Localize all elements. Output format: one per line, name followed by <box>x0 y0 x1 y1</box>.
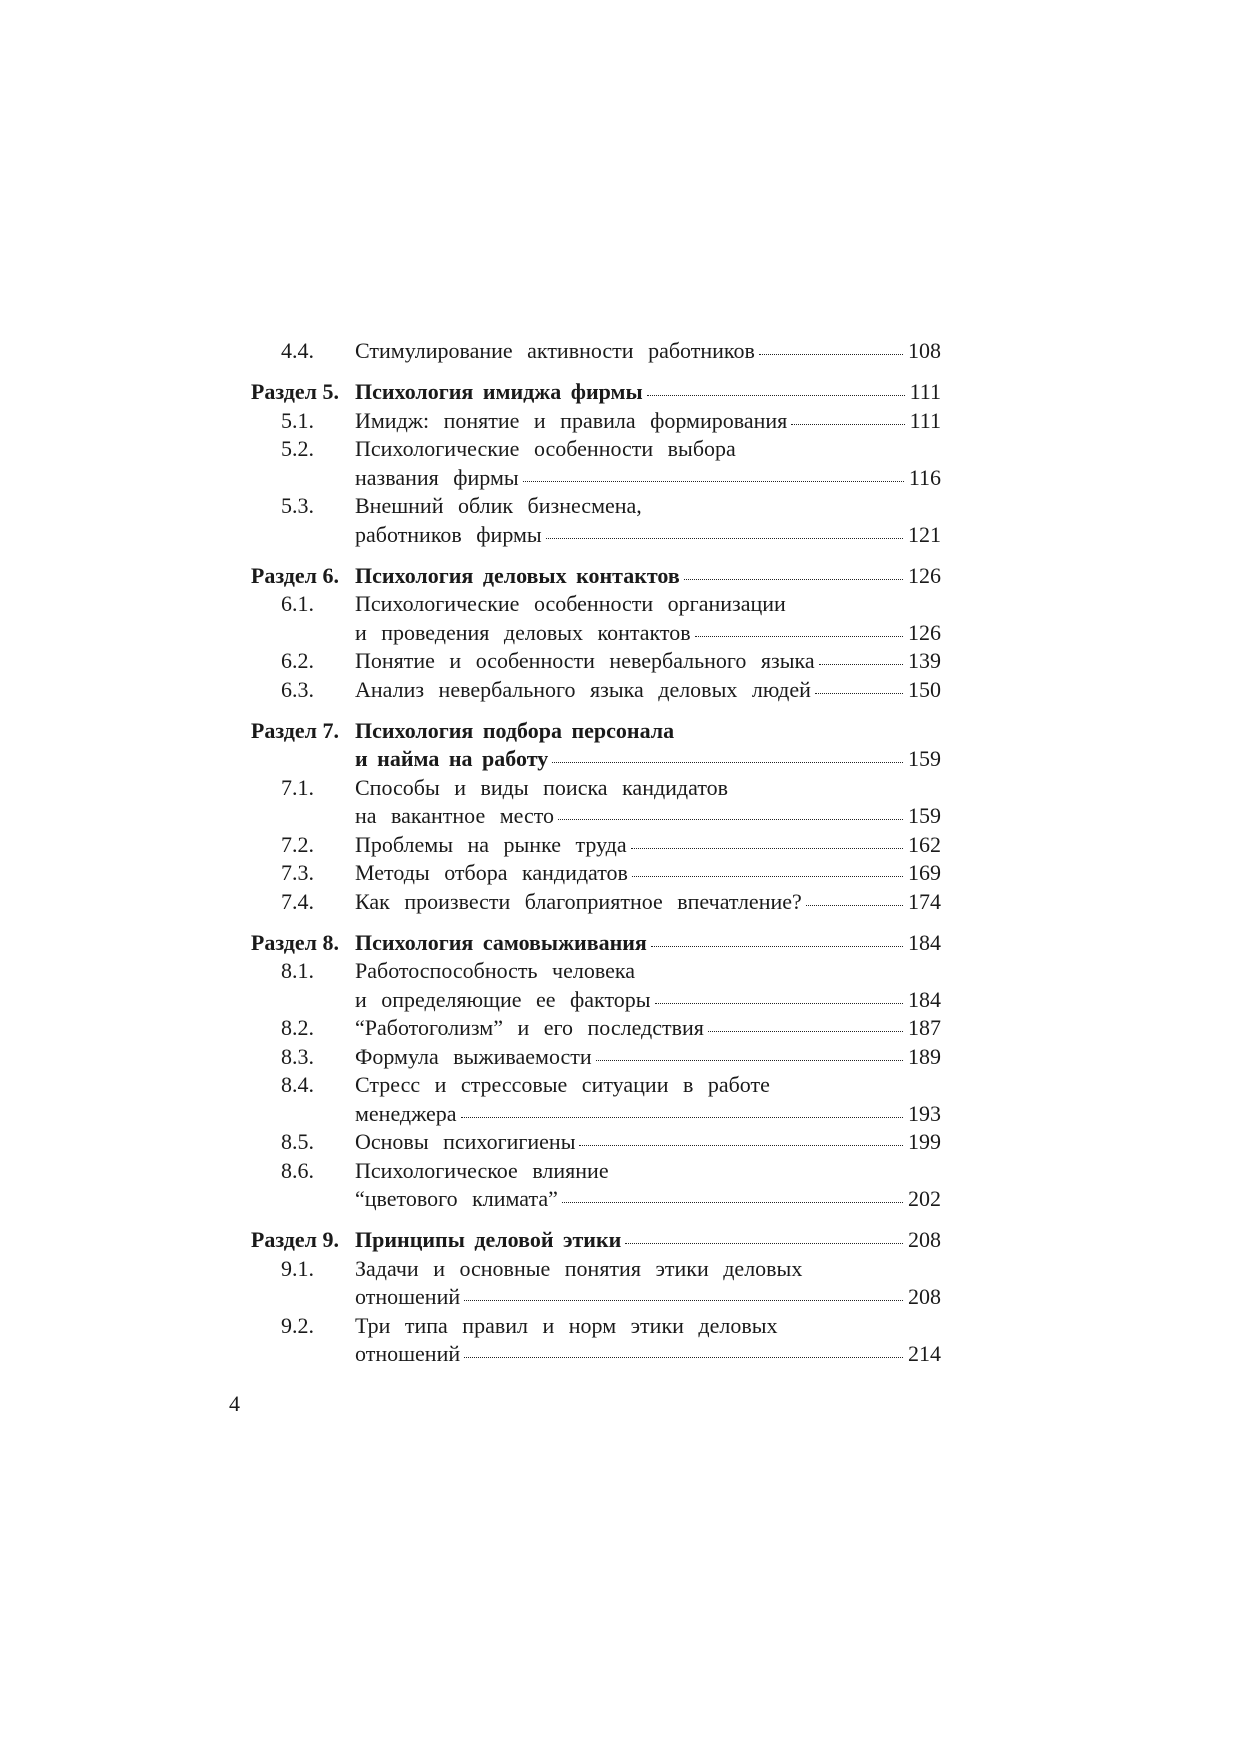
toc-line <box>229 464 941 493</box>
toc-entry-title: и определяющие ее факторы <box>355 986 651 1012</box>
toc-line <box>229 337 941 366</box>
toc-page-number: 208 <box>908 1227 941 1252</box>
toc-page-number: 159 <box>908 803 941 828</box>
toc-line <box>229 1340 941 1369</box>
toc-line <box>229 859 941 888</box>
toc-entry-title: Способы и виды поиска кандидатов <box>355 774 729 800</box>
dot-leader <box>631 848 903 849</box>
toc-entry-title: Психология подбора персонала <box>355 717 675 743</box>
toc-line-body <box>355 676 941 705</box>
toc-line-body <box>355 435 941 464</box>
toc-page-number: 162 <box>908 831 941 857</box>
toc-line-body <box>355 888 941 917</box>
toc-line-body <box>355 929 941 958</box>
toc-page-number: 193 <box>908 1100 941 1126</box>
dot-leader <box>708 1031 903 1032</box>
toc-line-body <box>355 1226 941 1255</box>
toc-subsection-entry <box>229 407 941 436</box>
subsection-number: 8.6. <box>281 1157 314 1183</box>
subsection-number: 6.2. <box>281 648 314 673</box>
toc-page-number: 116 <box>908 464 941 490</box>
toc-line-body <box>355 378 941 407</box>
toc-line-body <box>355 745 941 774</box>
toc-entry-title: Психология самовыживания <box>355 929 647 955</box>
toc-page-number: 121 <box>908 521 941 547</box>
toc-line <box>229 1100 941 1129</box>
toc-subsection-entry <box>229 492 941 549</box>
toc-line <box>229 929 941 958</box>
toc-subsection-entry <box>229 590 941 647</box>
toc-page-number: 199 <box>908 1129 941 1154</box>
dot-leader <box>558 819 903 820</box>
dot-leader <box>655 1003 903 1004</box>
toc-subsection-entry <box>229 1128 941 1157</box>
toc-line-body <box>355 492 941 521</box>
toc-line <box>229 1185 941 1214</box>
section-number: Раздел 8. <box>250 929 339 955</box>
toc-page-number: 187 <box>908 1015 941 1040</box>
subsection-number: 6.3. <box>281 676 314 702</box>
toc-line <box>229 774 941 803</box>
toc-entry-title: “Работоголизм” и его последствия <box>355 1015 704 1040</box>
section-spacer <box>229 549 941 562</box>
toc-line <box>229 647 941 676</box>
subsection-number: 7.2. <box>281 831 314 857</box>
toc-entry-title: работников фирмы <box>355 521 542 547</box>
toc-entry-title: Внешний облик бизнесмена, <box>355 493 642 518</box>
toc-section-entry <box>229 366 941 407</box>
subsection-number: 8.2. <box>281 1015 314 1040</box>
toc-section-entry <box>229 704 941 774</box>
dot-leader <box>819 664 903 665</box>
toc-section-entry <box>229 1214 941 1255</box>
toc-subsection-entry <box>229 1071 941 1128</box>
toc-line-body <box>355 986 941 1015</box>
page-number: 4 <box>229 1391 240 1416</box>
subsection-number: 9.2. <box>281 1312 314 1338</box>
toc-subsection-entry <box>229 831 941 860</box>
dot-leader <box>546 538 903 539</box>
toc-line <box>229 1071 941 1100</box>
toc-line-body <box>355 1071 941 1100</box>
toc-subsection-entry <box>229 859 941 888</box>
subsection-number: 7.4. <box>281 888 314 914</box>
subsection-number: 8.5. <box>281 1129 314 1154</box>
toc-line <box>229 521 941 550</box>
toc-page-number: 189 <box>908 1043 941 1069</box>
toc-line-body <box>355 619 941 648</box>
subsection-number: 8.4. <box>281 1072 314 1097</box>
section-number: Раздел 6. <box>250 562 339 588</box>
toc-subsection-entry <box>229 888 941 917</box>
toc-line-body <box>355 407 941 436</box>
subsection-number: 8.1. <box>281 958 314 983</box>
toc-line-body <box>355 1312 941 1341</box>
toc-line-body <box>355 1157 941 1186</box>
subsection-number: 6.1. <box>281 591 314 616</box>
toc-entry-title: отношений <box>355 1284 461 1309</box>
dot-leader <box>625 1243 903 1244</box>
toc-line <box>229 986 941 1015</box>
toc-line <box>229 619 941 648</box>
toc-page-number: 159 <box>908 746 941 771</box>
section-spacer <box>229 366 941 379</box>
toc-page-number: 214 <box>908 1341 941 1366</box>
toc-line <box>229 1128 941 1157</box>
toc-subsection-entry <box>229 647 941 676</box>
dot-leader <box>759 354 903 355</box>
toc-line-body <box>355 802 941 831</box>
toc-entry-title: и проведения деловых контактов <box>355 619 691 645</box>
toc-page-number: 126 <box>908 619 941 645</box>
toc-page-number: 139 <box>908 648 941 673</box>
toc-entry-title: отношений <box>355 1341 461 1366</box>
toc-page-number: 111 <box>909 407 941 433</box>
dot-leader <box>806 905 903 906</box>
subsection-number: 7.3. <box>281 860 314 885</box>
dot-leader <box>815 693 903 694</box>
toc-line-body <box>355 1255 941 1284</box>
toc-entry-title: Основы психогигиены <box>355 1129 576 1154</box>
toc-line <box>229 435 941 464</box>
toc-line <box>229 1226 941 1255</box>
toc-line-body <box>355 1043 941 1072</box>
toc-line <box>229 562 941 591</box>
toc-entry-title: Психология имиджа фирмы <box>355 379 643 404</box>
toc-line-body <box>355 859 941 888</box>
toc-line <box>229 1283 941 1312</box>
subsection-number: 4.4. <box>281 338 314 363</box>
toc-entry-title: Психологическое влияние <box>355 1157 609 1183</box>
toc-entry-title: Психологические особенности организации <box>355 591 786 616</box>
toc-line <box>229 407 941 436</box>
dot-leader <box>596 1060 903 1061</box>
toc-line <box>229 378 941 407</box>
toc-entry-title: Три типа правил и норм этики деловых <box>355 1312 778 1338</box>
toc-line <box>229 802 941 831</box>
dot-leader <box>647 395 905 396</box>
toc-entry-title: Формула выживаемости <box>355 1043 592 1069</box>
toc-subsection-entry <box>229 1043 941 1072</box>
dot-leader <box>651 946 903 947</box>
toc-line-body <box>355 1283 941 1312</box>
toc-line-body <box>355 1185 941 1214</box>
toc-line <box>229 1157 941 1186</box>
toc-page-number: 169 <box>908 860 941 885</box>
toc-line <box>229 676 941 705</box>
toc-section-entry <box>229 916 941 957</box>
section-number: Раздел 7. <box>250 717 339 743</box>
toc-subsection-entry <box>229 1255 941 1312</box>
section-spacer <box>229 916 941 929</box>
toc-line-body <box>355 1340 941 1369</box>
toc-subsection-entry <box>229 1014 941 1043</box>
dot-leader <box>464 1357 903 1358</box>
dot-leader <box>684 579 903 580</box>
toc-line <box>229 590 941 619</box>
toc-entry-title: Имидж: понятие и правила формирования <box>355 407 788 433</box>
subsection-number: 5.1. <box>281 407 314 433</box>
toc-page-number: 184 <box>908 929 941 955</box>
toc-line <box>229 831 941 860</box>
toc-entry-title: “цветового климата” <box>355 1186 558 1211</box>
dot-leader <box>579 1145 903 1146</box>
toc-line-body <box>355 1100 941 1129</box>
toc-entry-title: Проблемы на рынке труда <box>355 831 627 857</box>
toc-subsection-entry <box>229 337 941 366</box>
toc-subsection-entry <box>229 435 941 492</box>
dot-leader <box>791 424 904 425</box>
toc-page-number: 208 <box>908 1284 941 1309</box>
toc-line <box>229 492 941 521</box>
toc-line-body <box>355 562 941 591</box>
toc-line-body <box>355 774 941 803</box>
toc-line <box>229 1043 941 1072</box>
toc-line-body <box>355 337 941 366</box>
subsection-number: 5.2. <box>281 436 314 461</box>
toc-line <box>229 1312 941 1341</box>
toc-line-body <box>355 590 941 619</box>
toc-page-number: 126 <box>908 562 941 588</box>
toc-entry-title: Анализ невербального языка деловых людей <box>355 676 811 702</box>
toc-subsection-entry <box>229 774 941 831</box>
section-number: Раздел 9. <box>250 1227 339 1252</box>
toc-entry-title: Стимулирование активности работников <box>355 338 755 363</box>
toc-entry-title: Психологические особенности выбора <box>355 436 736 461</box>
toc-subsection-entry <box>229 676 941 705</box>
table-of-contents <box>229 337 941 1369</box>
toc-entry-title: на вакантное место <box>355 803 555 828</box>
toc-line-body <box>355 521 941 550</box>
toc-line-body <box>355 647 941 676</box>
toc-subsection-entry <box>229 957 941 1014</box>
section-spacer <box>229 704 941 717</box>
subsection-number: 9.1. <box>281 1255 314 1281</box>
toc-line-body <box>355 831 941 860</box>
toc-entry-title: Работоспособность человека <box>355 958 636 983</box>
toc-entry-title: Принципы деловой этики <box>355 1227 622 1252</box>
toc-entry-title: Психология деловых контактов <box>355 562 680 588</box>
toc-entry-title: Стресс и стрессовые ситуации в работе <box>355 1072 770 1097</box>
section-spacer <box>229 1214 941 1227</box>
toc-page-number: 202 <box>908 1186 941 1211</box>
toc-page-number: 111 <box>909 379 941 404</box>
toc-page-number: 150 <box>908 676 941 702</box>
subsection-number: 5.3. <box>281 493 314 518</box>
toc-section-entry <box>229 549 941 590</box>
dot-leader <box>562 1202 903 1203</box>
dot-leader <box>552 762 903 763</box>
toc-subsection-entry <box>229 1312 941 1369</box>
toc-line <box>229 957 941 986</box>
toc-entry-title: Понятие и особенности невербального языка <box>355 648 815 673</box>
toc-subsection-entry <box>229 1157 941 1214</box>
toc-page-number: 108 <box>908 338 941 363</box>
toc-line <box>229 1014 941 1043</box>
toc-line <box>229 1255 941 1284</box>
dot-leader <box>464 1300 903 1301</box>
dot-leader <box>695 636 903 637</box>
toc-line <box>229 745 941 774</box>
toc-page-number: 184 <box>908 986 941 1012</box>
toc-line <box>229 717 941 746</box>
dot-leader <box>461 1117 903 1118</box>
toc-entry-title: Задачи и основные понятия этики деловых <box>355 1255 803 1281</box>
toc-page-number: 174 <box>908 888 941 914</box>
toc-entry-title: менеджера <box>355 1100 457 1126</box>
toc-entry-title: Методы отбора кандидатов <box>355 860 628 885</box>
toc-line-body <box>355 717 941 746</box>
subsection-number: 8.3. <box>281 1043 314 1069</box>
subsection-number: 7.1. <box>281 774 314 800</box>
toc-entry-title: Как произвести благоприятное впечатление? <box>355 888 802 914</box>
dot-leader <box>632 876 903 877</box>
toc-entry-title: названия фирмы <box>355 464 519 490</box>
section-number: Раздел 5. <box>250 379 339 404</box>
toc-line <box>229 888 941 917</box>
toc-line-body <box>355 957 941 986</box>
toc-entry-title: и найма на работу <box>355 746 549 771</box>
dot-leader <box>523 481 904 482</box>
toc-line-body <box>355 1014 941 1043</box>
toc-line-body <box>355 464 941 493</box>
toc-line-body <box>355 1128 941 1157</box>
